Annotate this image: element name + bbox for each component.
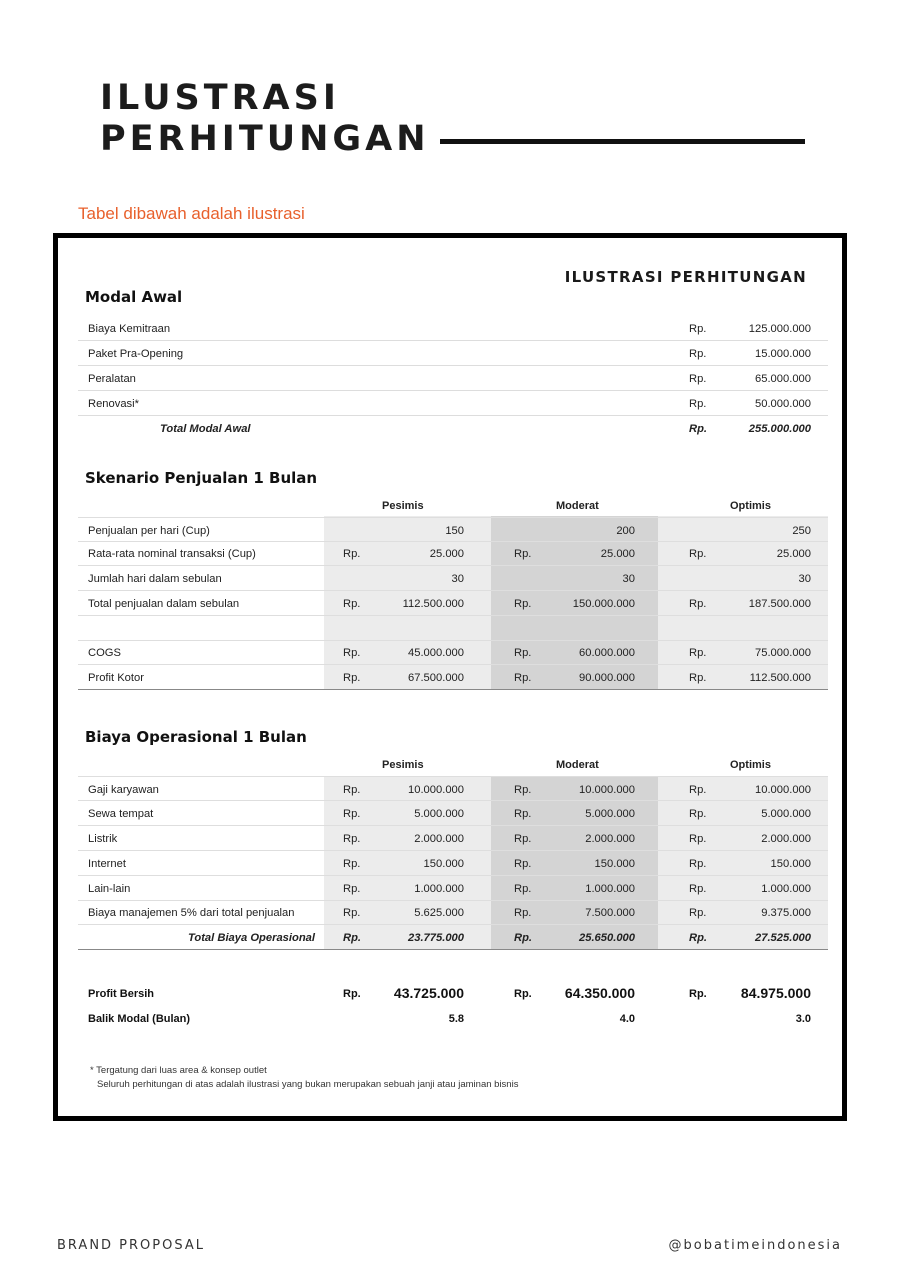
row-label: Penjualan per hari (Cup): [88, 525, 210, 537]
table-row: [78, 566, 828, 591]
footnote: * Tergatung dari luas area & konsep outlet: [90, 1065, 267, 1076]
currency-label: Rp.: [689, 348, 707, 360]
cell-value: 112.500.000: [749, 672, 811, 684]
table-row: [78, 640, 828, 665]
cell-value: 200: [616, 525, 635, 537]
cell-value: 67.500.000: [408, 672, 464, 684]
profit-bersih-row: [78, 982, 828, 1004]
row-value: 65.000.000: [755, 373, 811, 385]
currency-label: Rp.: [689, 647, 707, 659]
table-row: [78, 826, 828, 851]
currency-label: Rp.: [514, 833, 532, 845]
currency-label: Rp.: [343, 883, 361, 895]
currency-label: Rp.: [343, 548, 361, 560]
section-title-modal-awal: Modal Awal: [85, 288, 183, 306]
currency-label: Rp.: [514, 932, 533, 944]
currency-label: Rp.: [514, 672, 532, 684]
cell-value: 2.000.000: [761, 833, 811, 845]
cell-value: 75.000.000: [755, 647, 811, 659]
cell-value: 5.625.000: [414, 907, 464, 919]
total-value: 23.775.000: [408, 932, 464, 944]
total-value: 255.000.000: [748, 423, 811, 435]
row-label: Paket Pra-Opening: [88, 348, 184, 360]
subtitle: Tabel dibawah adalah ilustrasi: [78, 204, 305, 223]
profit-bersih-value: 43.725.000: [393, 985, 464, 1001]
cell-value: 150.000: [594, 858, 635, 870]
currency-label: Rp.: [689, 858, 707, 870]
profit-bersih-value: 84.975.000: [740, 985, 811, 1001]
total-value: 27.525.000: [755, 932, 811, 944]
page-title-line1: ILUSTRASI: [100, 78, 340, 118]
row-label: Total penjualan dalam sebulan: [88, 598, 240, 610]
currency-label: Rp.: [689, 398, 707, 410]
balik-modal-value: 5.8: [448, 1013, 464, 1025]
currency-label: Rp.: [514, 808, 532, 820]
balik-modal-value: 4.0: [619, 1013, 635, 1025]
column-header-moderat: Moderat: [556, 759, 599, 771]
currency-label: Rp.: [514, 988, 532, 1000]
cell-value: 187.500.000: [748, 598, 811, 610]
page-title: [100, 78, 430, 160]
total-value: 25.650.000: [579, 932, 635, 944]
cell-value: 2.000.000: [414, 833, 464, 845]
row-label: Peralatan: [88, 373, 136, 385]
balik-modal-row: [78, 1008, 828, 1028]
column-header-optimis: Optimis: [730, 500, 771, 512]
cell-value: 25.000: [429, 548, 464, 560]
cell-value: 1.000.000: [761, 883, 811, 895]
table-row: [78, 366, 828, 391]
cell-value: 25.000: [600, 548, 635, 560]
row-value: 15.000.000: [755, 348, 811, 360]
currency-label: Rp.: [514, 907, 532, 919]
column-header-moderat: Moderat: [556, 500, 599, 512]
cell-value: 60.000.000: [579, 647, 635, 659]
row-label: Gaji karyawan: [88, 784, 159, 796]
currency-label: Rp.: [689, 808, 707, 820]
cell-value: 150.000: [423, 858, 464, 870]
table-row: [78, 851, 828, 876]
currency-label: Rp.: [689, 932, 708, 944]
cell-value: 150: [445, 525, 464, 537]
cell-value: 5.000.000: [761, 808, 811, 820]
table-row: [78, 341, 828, 366]
section-title-skenario: Skenario Penjualan 1 Bulan: [85, 469, 318, 487]
currency-label: Rp.: [689, 598, 707, 610]
card-title: ILUSTRASI PERHITUNGAN: [564, 268, 807, 286]
currency-label: Rp.: [689, 833, 707, 845]
row-value: 125.000.000: [748, 323, 811, 335]
column-header-pesimis: Pesimis: [382, 500, 424, 512]
currency-label: Rp.: [689, 373, 707, 385]
table-row: [78, 876, 828, 901]
total-label: Total Biaya Operasional: [187, 932, 315, 944]
cell-value: 150.000: [770, 858, 811, 870]
column-header-pesimis: Pesimis: [382, 759, 424, 771]
cell-value: 10.000.000: [755, 784, 811, 796]
cell-value: 150.000.000: [572, 598, 635, 610]
currency-label: Rp.: [343, 907, 361, 919]
cell-value: 10.000.000: [408, 784, 464, 796]
page-title-line2: PERHITUNGAN: [100, 119, 430, 159]
row-label: Sewa tempat: [88, 808, 154, 820]
row-label: Lain-lain: [88, 883, 131, 895]
footer-brand-proposal: BRAND PROPOSAL: [57, 1238, 205, 1253]
currency-label: Rp.: [343, 808, 361, 820]
currency-label: Rp.: [343, 784, 361, 796]
footnotes: [90, 1064, 518, 1092]
cell-value: 7.500.000: [585, 907, 635, 919]
currency-label: Rp.: [514, 598, 532, 610]
cell-value: 90.000.000: [579, 672, 635, 684]
currency-label: Rp.: [689, 548, 707, 560]
currency-label: Rp.: [514, 784, 532, 796]
table-row: [78, 900, 828, 925]
cell-value: 30: [451, 573, 464, 585]
row-value: 50.000.000: [755, 398, 811, 410]
footnote: Seluruh perhitungan di atas adalah ilustrasi yang bukan merupakan sebuah janji atau jaminan bisnis: [97, 1079, 519, 1090]
cell-value: 30: [798, 573, 811, 585]
table-row: [78, 665, 828, 690]
profit-bersih-value: 64.350.000: [564, 985, 635, 1001]
table-row: [78, 517, 828, 542]
table-row: [78, 316, 828, 341]
table-row-empty: [78, 616, 828, 641]
total-row: [78, 416, 828, 441]
currency-label: Rp.: [689, 423, 708, 435]
table-row: [78, 541, 828, 566]
table-row: [78, 591, 828, 616]
currency-label: Rp.: [689, 784, 707, 796]
currency-label: Rp.: [343, 858, 361, 870]
currency-label: Rp.: [689, 672, 707, 684]
title-rule: [440, 139, 805, 144]
profit-bersih-label: Profit Bersih: [88, 988, 155, 1000]
currency-label: Rp.: [689, 883, 707, 895]
cell-value: 10.000.000: [579, 784, 635, 796]
row-label: Jumlah hari dalam sebulan: [88, 573, 222, 585]
cell-value: 112.500.000: [402, 598, 464, 610]
currency-label: Rp.: [343, 647, 361, 659]
balik-modal-label: Balik Modal (Bulan): [88, 1013, 191, 1025]
row-label: Internet: [88, 858, 126, 870]
footer-handle: @bobatimeindonesia: [668, 1238, 842, 1253]
cell-value: 9.375.000: [761, 907, 811, 919]
section-title-operasional: Biaya Operasional 1 Bulan: [85, 728, 307, 746]
cell-value: 1.000.000: [414, 883, 464, 895]
cell-value: 2.000.000: [585, 833, 635, 845]
currency-label: Rp.: [689, 907, 707, 919]
row-label: COGS: [88, 647, 121, 659]
table-row: [78, 776, 828, 801]
currency-label: Rp.: [343, 598, 361, 610]
column-header-optimis: Optimis: [730, 759, 771, 771]
cell-value: 45.000.000: [408, 647, 464, 659]
cell-value: 30: [622, 573, 635, 585]
row-label: Biaya Kemitraan: [88, 323, 171, 335]
total-row: [78, 925, 828, 950]
cell-value: 5.000.000: [414, 808, 464, 820]
currency-label: Rp.: [343, 988, 361, 1000]
currency-label: Rp.: [689, 988, 707, 1000]
currency-label: Rp.: [343, 833, 361, 845]
cell-value: 1.000.000: [585, 883, 635, 895]
row-label: Rata-rata nominal transaksi (Cup): [88, 548, 256, 560]
row-label: Biaya manajemen 5% dari total penjualan: [88, 907, 295, 919]
currency-label: Rp.: [514, 647, 532, 659]
currency-label: Rp.: [514, 858, 532, 870]
row-label: Renovasi*: [88, 398, 139, 410]
cell-value: 25.000: [776, 548, 811, 560]
row-label: Listrik: [88, 833, 118, 845]
currency-label: Rp.: [514, 548, 532, 560]
cell-value: 250: [792, 525, 811, 537]
table-row: [78, 391, 828, 416]
balik-modal-value: 3.0: [795, 1013, 811, 1025]
row-label: Profit Kotor: [88, 672, 144, 684]
table-row: [78, 801, 828, 826]
currency-label: Rp.: [343, 932, 362, 944]
cell-value: 5.000.000: [585, 808, 635, 820]
currency-label: Rp.: [343, 672, 361, 684]
total-label: Total Modal Awal: [160, 423, 251, 435]
illustration-card: [53, 233, 847, 1121]
currency-label: Rp.: [514, 883, 532, 895]
currency-label: Rp.: [689, 323, 707, 335]
